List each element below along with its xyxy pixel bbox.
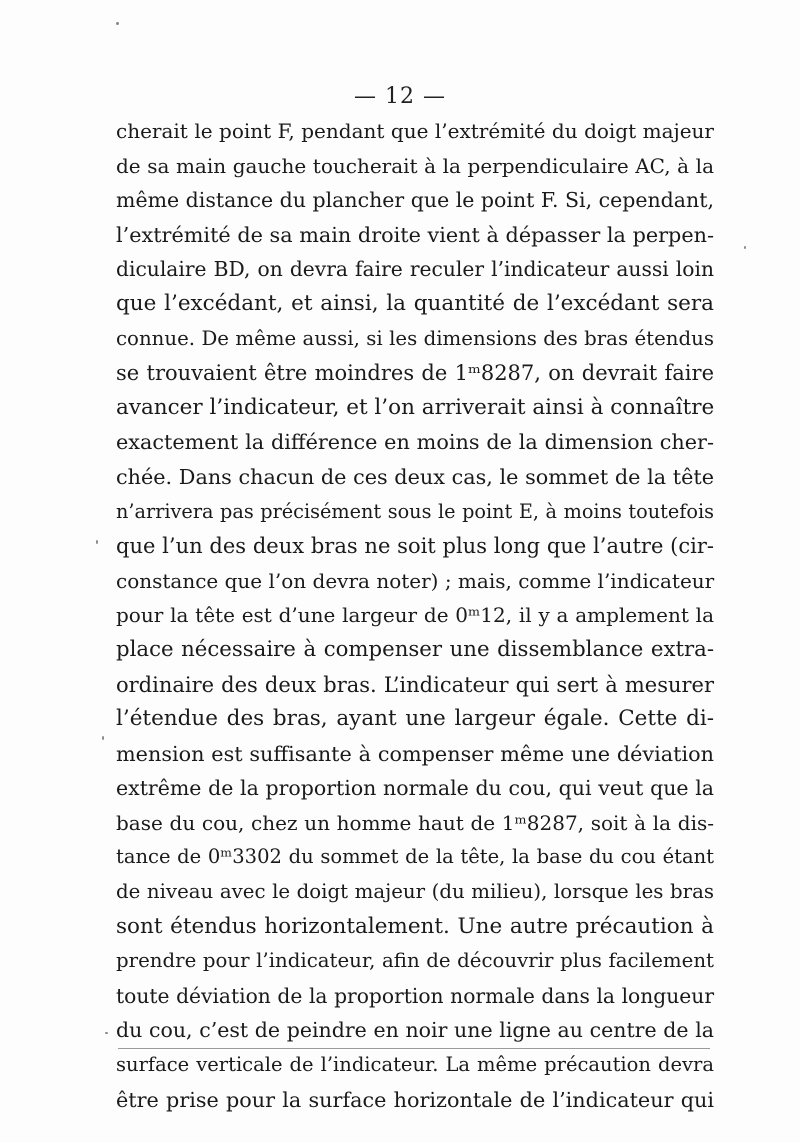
text-line: exactement la différence en moins de la dimension cher-: [116, 430, 714, 455]
text-line: être prise pour la surface horizontale de l’indicateur qui: [116, 1087, 714, 1112]
text-line: connue. De même aussi, si les dimensions des bras étendus: [116, 326, 714, 350]
scan-speck: [96, 540, 98, 544]
bleed-through-rule: [118, 1048, 710, 1049]
text-line: de niveau avec le doigt majeur (du milieu), lorsque les bras: [116, 880, 714, 904]
scan-speck: [105, 1032, 108, 1034]
text-line: mension est suffisante à compenser même une déviation: [116, 741, 714, 766]
page-number: — 12 —: [354, 84, 446, 109]
text-line: prendre pour l’indicateur, afin de découvrir plus facilement: [116, 949, 714, 973]
text-line: surface verticale de l’indicateur. La même précaution devra: [116, 1053, 714, 1077]
body-text: [116, 114, 714, 1117]
text-line: chée. Dans chacun de ces deux cas, le sommet de la tête: [116, 464, 714, 489]
text-line: extrême de la proportion normale du cou, qui veut que la: [116, 776, 714, 801]
text-line: diculaire BD, on devra faire reculer l’indicateur aussi loin: [116, 257, 714, 282]
text-line: se trouvaient être moindres de 1ᵐ8287, on devrait faire: [116, 361, 714, 386]
text-line: avancer l’indicateur, et l’on arriverait ainsi à connaître: [116, 394, 715, 420]
text-line: toute déviation de la proportion normale dans la longueur: [116, 983, 714, 1008]
text-line: base du cou, chez un homme haut de 1ᵐ8287, soit à la dis-: [116, 810, 714, 835]
text-line: pour la tête est d’une largeur de 0ᵐ12, il y a amplement la: [116, 603, 714, 628]
text-line: que l’excédant, et ainsi, la quantité de l’excédant sera: [116, 290, 714, 316]
text-line: l’étendue des bras, ayant une largeur égale. Cette di-: [116, 706, 714, 732]
text-line: ordinaire des deux bras. L’indicateur qui sert à mesurer: [116, 672, 714, 697]
text-line: que l’un des deux bras ne soit plus long que l’autre (cir-: [116, 534, 714, 559]
text-line: l’extrémité de sa main droite vient à dépasser la perpen-: [116, 222, 714, 247]
text-line: place nécessaire à compenser une dissemblance extra-: [116, 636, 714, 662]
scan-speck: [102, 736, 104, 740]
text-line: sont étendus horizontalement. Une autre précaution à: [116, 913, 714, 939]
text-line: constance que l’on devra noter) ; mais, comme l’indicateur: [116, 568, 715, 593]
text-line: même distance du plancher que le point F. Si, cependant,: [116, 188, 714, 213]
text-line: de sa main gauche toucherait à la perpendiculaire AC, à la: [116, 153, 714, 178]
text-line: tance de 0ᵐ3302 du sommet de la tête, la base du cou étant: [116, 845, 714, 869]
text-line: n’arrivera pas précisément sous le point E, à moins toutefois: [116, 499, 714, 523]
text-line: du cou, c’est de peindre en noir une ligne au centre de la: [116, 1018, 714, 1043]
scan-speck: [116, 22, 119, 25]
scan-speck: [744, 246, 746, 249]
text-line: cherait le point F, pendant que l’extrémité du doigt majeur: [116, 119, 714, 143]
